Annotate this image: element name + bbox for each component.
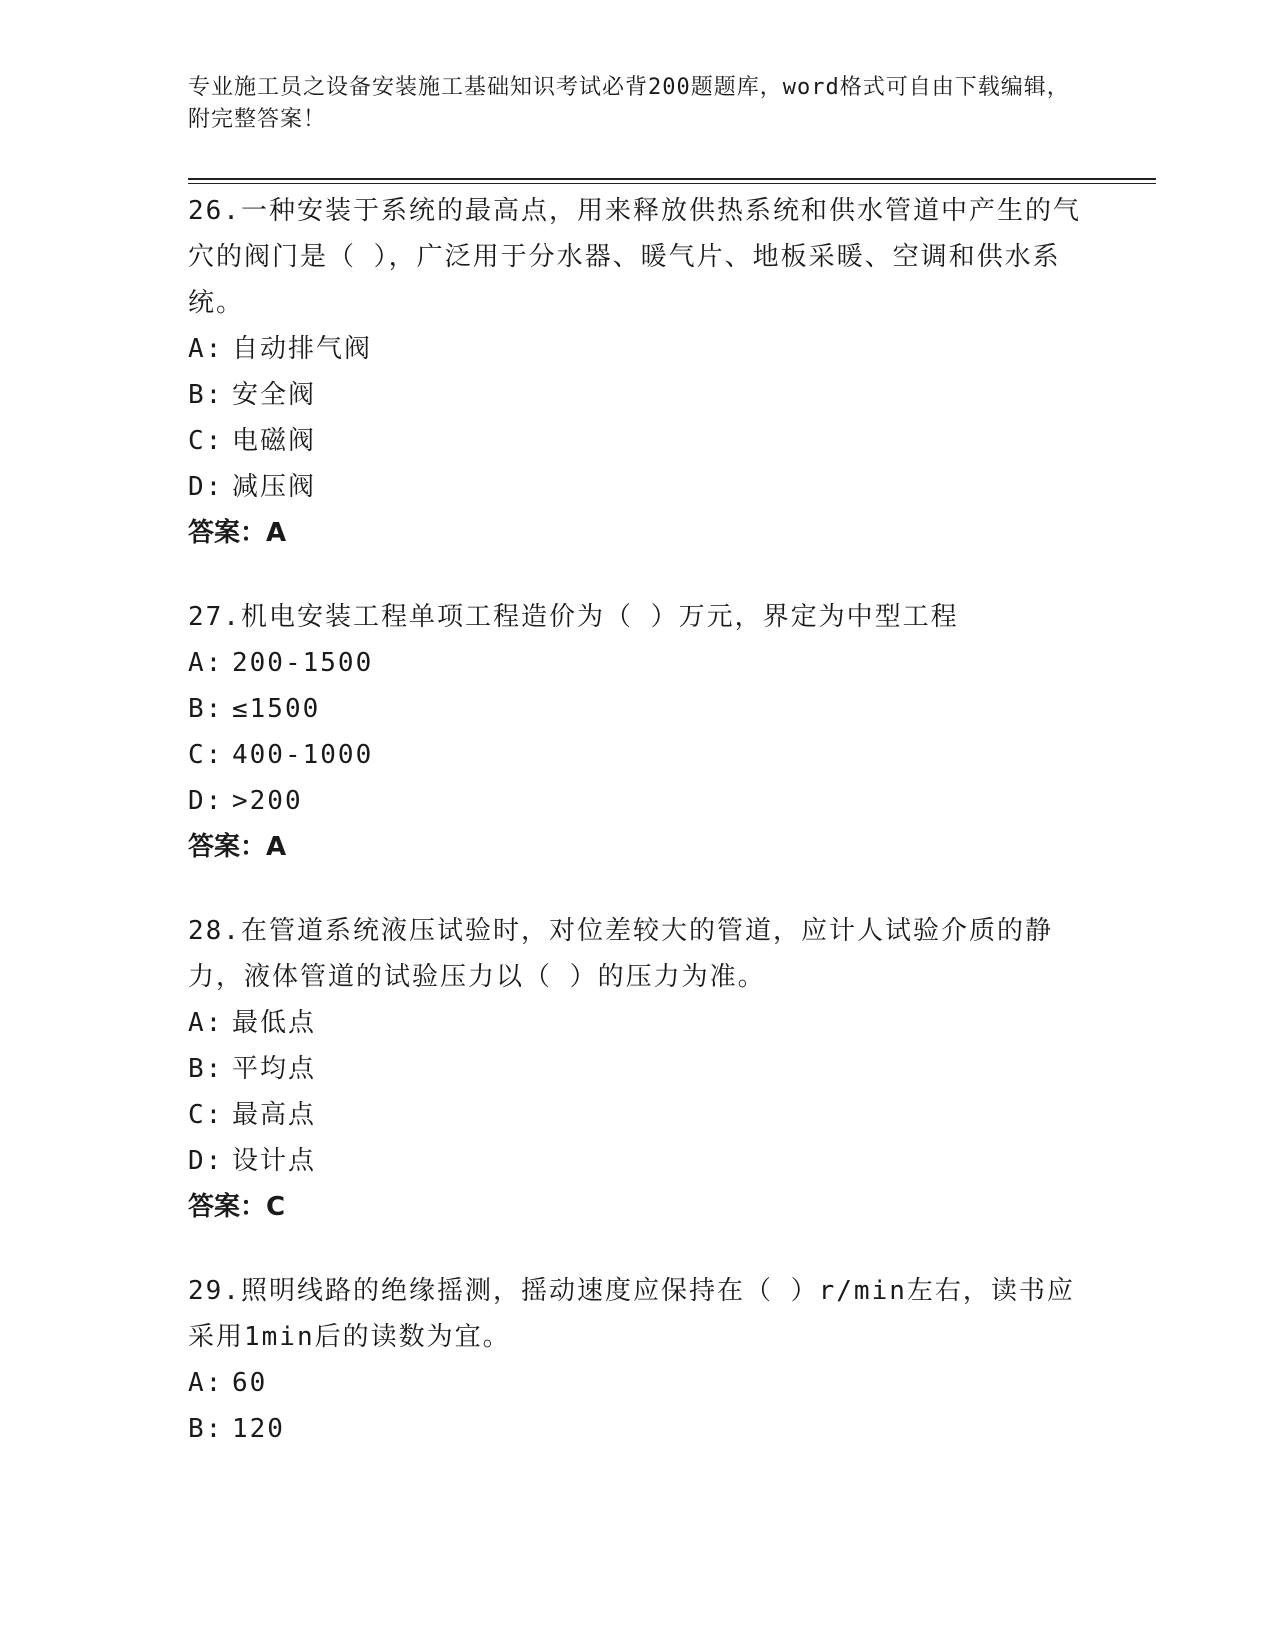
option-key: B: (188, 380, 224, 410)
option-text: 400-1000 (232, 740, 374, 770)
option-text: 设计点 (232, 1146, 317, 1176)
option-b (188, 372, 1088, 418)
option-d (188, 778, 1088, 824)
option-key: B: (188, 1414, 224, 1444)
question-list (188, 188, 1088, 1490)
option-text: 平均点 (232, 1054, 317, 1084)
option-text: 最低点 (232, 1008, 317, 1038)
option-text: ≤1500 (232, 694, 321, 724)
option-c (188, 732, 1088, 778)
option-key: C: (188, 1100, 224, 1130)
option-text: >200 (232, 786, 303, 816)
question-29 (188, 1268, 1088, 1452)
answer: 答案：C (188, 1192, 286, 1222)
option-b (188, 686, 1088, 732)
question-28 (188, 908, 1088, 1230)
document-title: 专业施工员之设备安装施工基础知识考试必背200题题库，word格式可自由下载编辑，附完整答案！ (188, 75, 1070, 132)
question-stem: 27.机电安装工程单项工程造价为（ ）万元，界定为中型工程 (188, 602, 959, 632)
header-divider (188, 178, 1156, 184)
option-key: C: (188, 426, 224, 456)
option-text: 自动排气阀 (232, 334, 373, 364)
answer: 答案：A (188, 518, 287, 548)
option-text: 120 (232, 1414, 285, 1444)
option-d (188, 1138, 1088, 1184)
question-26 (188, 188, 1088, 556)
option-text: 安全阀 (232, 380, 317, 410)
question-27 (188, 594, 1088, 870)
option-a (188, 1360, 1088, 1406)
option-key: C: (188, 740, 224, 770)
option-key: B: (188, 1054, 224, 1084)
option-key: B: (188, 694, 224, 724)
option-text: 电磁阀 (232, 426, 317, 456)
option-key: A: (188, 1008, 224, 1038)
option-a (188, 640, 1088, 686)
option-text: 减压阀 (232, 472, 317, 502)
option-key: A: (188, 648, 224, 678)
option-c (188, 1092, 1088, 1138)
option-key: D: (188, 1146, 224, 1176)
option-d (188, 464, 1088, 510)
option-text: 最高点 (232, 1100, 317, 1130)
question-stem: 28.在管道系统液压试验时，对位差较大的管道，应计人试验介质的静力，液体管道的试验压力以（ ）的压力为准。 (188, 916, 1053, 992)
option-a (188, 326, 1088, 372)
option-key: A: (188, 1368, 224, 1398)
option-b (188, 1046, 1088, 1092)
question-stem: 29.照明线路的绝缘摇测，摇动速度应保持在（ ）r/min左右，读书应采用1min后的读数为宜。 (188, 1276, 1075, 1352)
option-text: 60 (232, 1368, 268, 1398)
option-key: A: (188, 334, 224, 364)
answer: 答案：A (188, 832, 287, 862)
option-b (188, 1406, 1088, 1452)
option-text: 200-1500 (232, 648, 374, 678)
option-key: D: (188, 472, 224, 502)
option-a (188, 1000, 1088, 1046)
option-key: D: (188, 786, 224, 816)
option-c (188, 418, 1088, 464)
question-stem: 26.一种安装于系统的最高点，用来释放供热系统和供水管道中产生的气穴的阀门是（ ），广泛用于分水器、暖气片、地板采暖、空调和供水系统。 (188, 196, 1081, 318)
